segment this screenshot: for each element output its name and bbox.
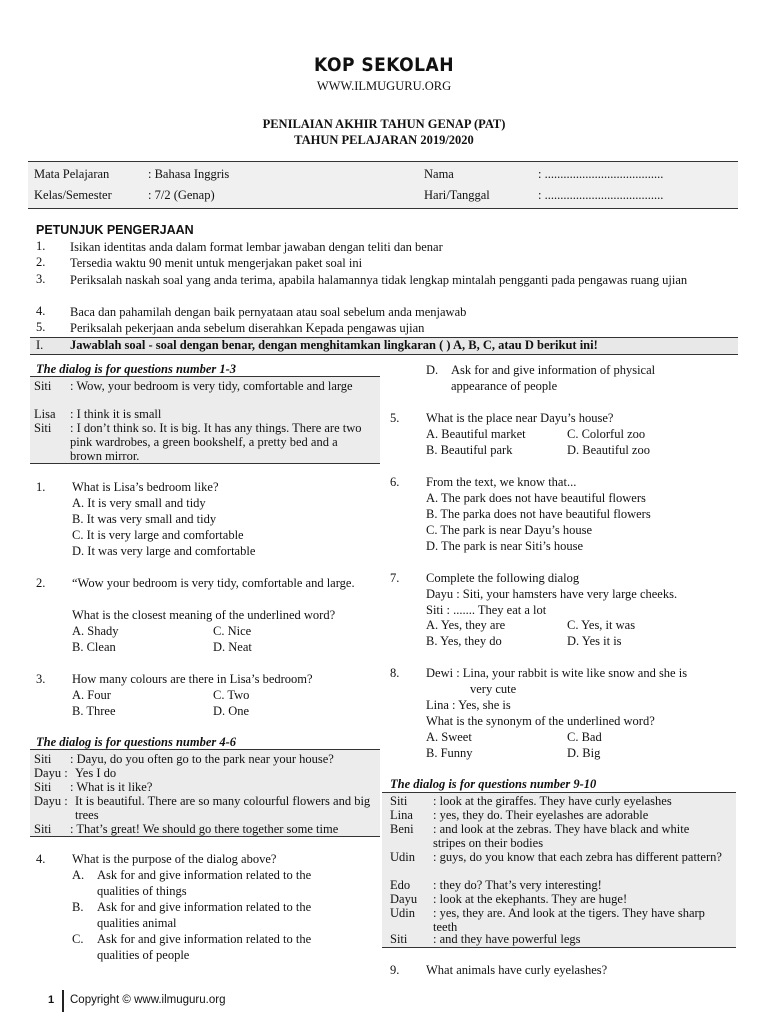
question-9: 9. What animals have curly eyelashes?: [390, 963, 608, 977]
dialog-line: Beni : and look at the zebras. They have black and white stripes on their bodies: [390, 822, 690, 850]
class-label: Kelas/Semester: [34, 188, 112, 202]
dialog-line: very cute: [470, 682, 517, 696]
option-c[interactable]: C. The park is near Dayu’s house: [426, 523, 593, 537]
class-value: : 7/2 (Genap): [148, 188, 215, 202]
dialog-line: Siti : I don’t think so. It is big. It has any things. There are two pink wardrobes, a green bookshelf, a pretty bed and a brown mirror.: [34, 421, 362, 463]
section-instruction: I. Jawablah soal - soal dengan benar, dengan menghitamkan lingkaran ( ) A, B, C, atau D berikut ini!: [30, 337, 738, 355]
dialog-line: Udin : yes, they are. And look at the tigers. They have sharp teeth: [390, 906, 705, 934]
option-d[interactable]: D. Big: [567, 746, 601, 760]
dialog-line: Dayu : Yes I do: [34, 766, 117, 780]
exam-title: PENILAIAN AKHIR TAHUN GENAP (PAT): [262, 117, 506, 131]
dialog-line: Siti : Dayu, do you often go to the park near your house?: [34, 752, 334, 766]
dialog-line: Lisa : I think it is small: [34, 407, 162, 421]
dialog-line: Udin : guys, do you know that each zebra has different pattern?: [390, 850, 722, 864]
option-c[interactable]: C. Ask for and give information related to the qualities of people: [72, 932, 312, 962]
option-c[interactable]: C. Yes, it was: [567, 618, 636, 632]
date-label: Hari/Tanggal: [424, 188, 490, 202]
question-7: 7. Complete the following dialog: [390, 571, 580, 585]
option-c[interactable]: C. Two: [213, 688, 250, 702]
option-d[interactable]: D. Yes it is: [567, 634, 622, 648]
option-c[interactable]: C. It is very large and comfortable: [72, 528, 244, 542]
instructions-title: PETUNJUK PENGERJAAN: [36, 223, 194, 237]
question-2: 2. “Wow your bedroom is very tidy, comfortable and large.: [36, 576, 355, 590]
school-letterhead: KOP SEKOLAH: [314, 54, 454, 76]
option-d[interactable]: D. Ask for and give information of physical appearance of people: [426, 363, 656, 393]
instruction-item: 5. Periksalah pekerjaan anda sebelum diserahkan Kepada pengawas ujian: [36, 320, 425, 335]
dialog-line: Lina : Yes, she is: [426, 698, 511, 712]
dialog-line: Siti : Wow, your bedroom is very tidy, comfortable and large: [34, 379, 353, 393]
footer-divider: [62, 990, 64, 1012]
option-d[interactable]: D. One: [213, 704, 250, 718]
question-6: 6. From the text, we know that...: [390, 475, 577, 489]
dialog-line: Siti : What is it like?: [34, 780, 153, 794]
question-2-prompt: What is the closest meaning of the underlined word?: [72, 608, 336, 622]
option-a[interactable]: A. It is very small and tidy: [72, 496, 206, 510]
option-b[interactable]: B. Funny: [426, 746, 473, 760]
dialog-line: Siti : ....... They eat a lot: [426, 603, 547, 617]
dialog-line: Dayu : It is beautiful. There are so many colourful flowers and big trees: [34, 794, 371, 822]
dialog-title: The dialog is for questions number 9-10: [390, 777, 597, 791]
instruction-item: 3. Periksalah naskah soal yang anda terima, apabila halamannya tidak lengkap mintalah pengganti pada pengawas ruang ujian: [36, 272, 688, 287]
option-c[interactable]: C. Bad: [567, 730, 602, 744]
question-1: 1. What is Lisa’s bedroom like?: [36, 480, 219, 494]
copyright: Copyright © www.ilmuguru.org: [70, 994, 226, 1006]
option-c[interactable]: C. Colorful zoo: [567, 427, 646, 441]
instruction-item: 4. Baca dan pahamilah dengan baik pernyataan atau soal sebelum anda menjawab: [36, 304, 467, 319]
identity-box: [28, 161, 738, 209]
question-8-prompt: What is the synonym of the underlined word?: [426, 714, 655, 728]
option-a[interactable]: A. Ask for and give information related to the qualities of things: [72, 868, 312, 898]
option-a[interactable]: A. Four: [72, 688, 111, 702]
dialog-line: Lina : yes, they do. Their eyelashes are adorable: [390, 808, 649, 822]
dialog-line: Siti : and they have powerful legs: [390, 932, 581, 946]
option-b[interactable]: B. The parka does not have beautiful flowers: [426, 507, 651, 521]
question-8: 8. Dewi : Lina, your rabbit is wite like snow and she is: [390, 666, 688, 680]
dialog-line: Dayu : Siti, your hamsters have very large cheeks.: [426, 587, 678, 601]
option-b[interactable]: B. Clean: [72, 640, 116, 654]
option-d[interactable]: D. It was very large and comfortable: [72, 544, 256, 558]
question-4: 4. What is the purpose of the dialog above?: [36, 852, 277, 866]
name-field: : ......................................: [538, 167, 664, 181]
name-label: Nama: [424, 167, 454, 181]
question-5: 5. What is the place near Dayu’s house?: [390, 411, 614, 425]
question-3: 3. How many colours are there in Lisa’s bedroom?: [36, 672, 313, 686]
option-a[interactable]: A. Shady: [72, 624, 119, 638]
dialog-line: Dayu : look at the ekephants. They are huge!: [390, 892, 628, 906]
date-field: : ......................................: [538, 188, 664, 202]
dialog-line: Siti : look at the giraffes. They have curly eyelashes: [390, 794, 672, 808]
page-number: 1: [48, 994, 55, 1006]
option-d[interactable]: D. Beautiful zoo: [567, 443, 650, 457]
instruction-item: 2. Tersedia waktu 90 menit untuk mengerjakan paket soal ini: [36, 255, 363, 270]
exam-year: TAHUN PELAJARAN 2019/2020: [294, 133, 474, 147]
dialog-box: [382, 792, 736, 948]
option-a[interactable]: A. The park does not have beautiful flowers: [426, 491, 646, 505]
dialog-box: [30, 376, 380, 464]
option-a[interactable]: A. Beautiful market: [426, 427, 526, 441]
dialog-title: The dialog is for questions number 1-3: [36, 362, 237, 376]
subject-value: : Bahasa Inggris: [148, 167, 230, 181]
dialog-title: The dialog is for questions number 4-6: [36, 735, 237, 749]
option-a[interactable]: A. Sweet: [426, 730, 472, 744]
website: WWW.ILMUGURU.ORG: [316, 79, 452, 93]
option-c[interactable]: C. Nice: [213, 624, 252, 638]
option-b[interactable]: B. Three: [72, 704, 116, 718]
option-d[interactable]: D. Neat: [213, 640, 252, 654]
dialog-box: [30, 749, 380, 837]
instruction-item: 1. Isikan identitas anda dalam format lembar jawaban dengan teliti dan benar: [36, 239, 443, 254]
option-b[interactable]: B. Ask for and give information related to the qualities animal: [72, 900, 312, 930]
dialog-line: Siti : That’s great! We should go there together some time: [34, 822, 339, 836]
option-b[interactable]: B. It was very small and tidy: [72, 512, 217, 526]
option-a[interactable]: A. Yes, they are: [426, 618, 506, 632]
option-b[interactable]: B. Beautiful park: [426, 443, 513, 457]
option-b[interactable]: B. Yes, they do: [426, 634, 502, 648]
subject-label: Mata Pelajaran: [34, 167, 110, 181]
option-d[interactable]: D. The park is near Siti’s house: [426, 539, 584, 553]
dialog-line: Edo : they do? That’s very interesting!: [390, 878, 602, 892]
